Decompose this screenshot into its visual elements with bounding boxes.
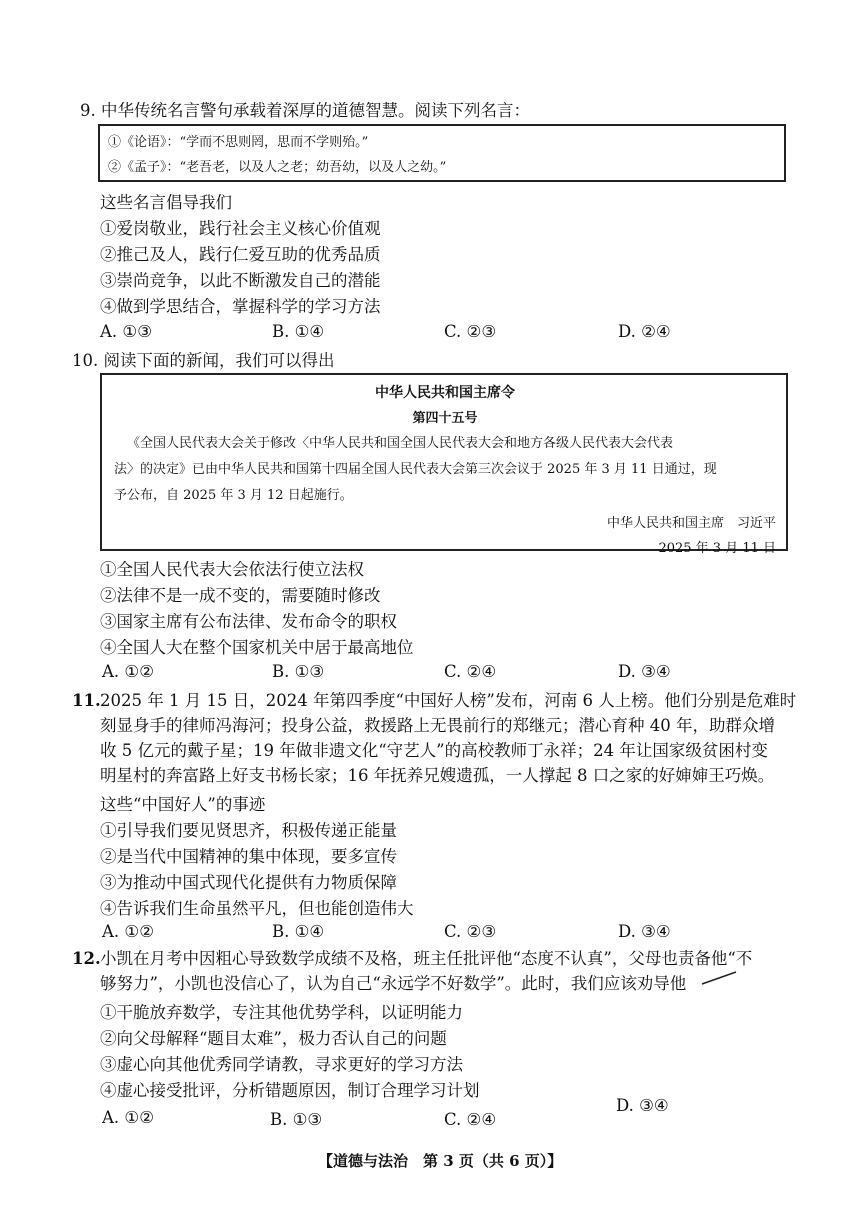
q10-item-1: ①全国人民代表大会依法行使立法权 <box>100 560 364 579</box>
q9-stem: 9. 中华传统名言警句承载着深厚的道德智慧。阅读下列名言： <box>80 101 530 120</box>
q11-item-4: ④告诉我们生命虽然平凡，但也能创造伟大 <box>100 899 414 918</box>
q11-prompt: 这些“中国好人”的事迹 <box>100 795 266 814</box>
q9-answer-d[interactable]: D. ②④ <box>618 322 671 341</box>
q10-stem: 10. 阅读下面的新闻，我们可以得出 <box>72 351 335 370</box>
q10-news-box <box>100 373 788 556</box>
q9-quote-1: ①《论语》：“学而不思则罔，思而不学则殆。” <box>108 135 369 150</box>
q9-item-1: ①爱岗敬业，践行社会主义核心价值观 <box>100 219 381 238</box>
q10-item-2: ②法律不是一成不变的，需要随时修改 <box>100 586 381 605</box>
q11-line-1: 2025 年 1 月 15 日，2024 年第四季度“中国好人榜”发布，河南 6 人上榜。他们分别是危难时 <box>100 691 797 710</box>
news-title: 中华人民共和国主席令 <box>375 385 515 401</box>
q12-number: 12. <box>72 949 101 968</box>
q10-item-4: ④全国人大在整个国家机关中居于最高地位 <box>100 638 414 657</box>
q10-item-3: ③国家主席有公布法律、发布命令的职权 <box>100 612 397 631</box>
q9-prompt: 这些名言倡导我们 <box>100 193 232 212</box>
q9-answer-a[interactable]: A. ①③ <box>100 322 152 341</box>
news-body-line3: 予公布，自 2025 年 3 月 12 日起施行。 <box>114 488 353 503</box>
q11-answer-d[interactable]: D. ③④ <box>618 922 671 941</box>
news-number: 第四十五号 <box>412 411 478 426</box>
q11-line-2: 刻显身手的律师冯海河；投身公益，救援路上无畏前行的郑继元；潜心育种 40 年，助群众增 <box>100 716 775 735</box>
news-body-line1: 《全国人民代表大会关于修改〈中华人民共和国全国人民代表大会和地方各级人民代表大会代表 <box>127 436 674 451</box>
q12-answer-d[interactable]: D. ③④ <box>616 1096 669 1115</box>
q11-answer-b[interactable]: B. ①④ <box>272 922 325 941</box>
q11-item-3: ③为推动中国式现代化提供有力物质保障 <box>100 873 397 892</box>
q12-line-1: 小凯在月考中因粗心导致数学成绩不及格，班主任批评他“态度不认真”，父母也责备他“不 <box>100 949 753 968</box>
q11-line-3: 收 5 亿元的戴子星；19 年做非遗文化“守艺人”的高校教师丁永祥；24 年让国家级贫困村变 <box>100 741 768 760</box>
q10-answer-b[interactable]: B. ①③ <box>272 662 325 681</box>
news-body-line2: 法〉的决定》已由中华人民共和国第十四届全国人民代表大会第三次会议于 2025 年 3 月 11 日通过，现 <box>114 462 717 477</box>
q12-answer-a[interactable]: A. ①② <box>102 1108 154 1127</box>
q9-item-3: ③崇尚竞争，以此不断激发自己的潜能 <box>100 271 381 290</box>
q11-line-4: 明星村的奔富路上好支书杨长家；16 年抚养兄嫂遗孤，一人撑起 8 口之家的好婶婶王巧焕。 <box>100 766 775 785</box>
pen-stroke-mark <box>700 968 740 988</box>
q9-quote-2: ②《孟子》：“老吾老，以及人之老；幼吾幼，以及人之幼。” <box>108 160 447 175</box>
q12-answer-c[interactable]: C. ②④ <box>444 1110 497 1129</box>
q12-passage <box>100 946 790 996</box>
q12-item-2: ②向父母解释“题目太难”，极力否认自己的问题 <box>100 1029 447 1048</box>
news-date: 2025 年 3 月 11 日 <box>658 541 776 556</box>
page-footer: 【道德与法治 第 3 页（共 6 页）】 <box>318 1152 563 1170</box>
q9-answer-b[interactable]: B. ①④ <box>272 322 325 341</box>
q11-item-1: ①引导我们要见贤思齐，积极传递正能量 <box>100 821 397 840</box>
q12-answer-b[interactable]: B. ①③ <box>270 1110 323 1129</box>
q9-answer-c[interactable]: C. ②③ <box>444 322 497 341</box>
q9-item-4: ④做到学思结合，掌握科学的学习方法 <box>100 297 381 316</box>
q11-answer-a[interactable]: A. ①② <box>102 922 154 941</box>
q9-quote-box <box>98 124 786 182</box>
q11-item-2: ②是当代中国精神的集中体现，要多宣传 <box>100 847 397 866</box>
q12-item-1: ①干脆放弃数学，专注其他优势学科，以证明能力 <box>100 1003 463 1022</box>
news-signer: 中华人民共和国主席 习近平 <box>606 516 776 531</box>
q9-item-2: ②推己及人，践行仁爱互助的优秀品质 <box>100 245 381 264</box>
q10-answer-a[interactable]: A. ①② <box>102 662 154 681</box>
q12-line-2: 够努力”，小凯也没信心了，认为自己“永远学不好数学”。此时，我们应该劝导他 <box>100 974 687 993</box>
q11-number: 11. <box>72 691 101 710</box>
q12-item-3: ③虚心向其他优秀同学请教，寻求更好的学习方法 <box>100 1055 463 1074</box>
q12-item-4: ④虚心接受批评，分析错题原因，制订合理学习计划 <box>100 1081 480 1100</box>
q11-answer-c[interactable]: C. ②③ <box>444 922 497 941</box>
q11-passage <box>100 688 797 788</box>
q10-answer-d[interactable]: D. ③④ <box>618 662 671 681</box>
q10-answer-c[interactable]: C. ②④ <box>444 662 497 681</box>
